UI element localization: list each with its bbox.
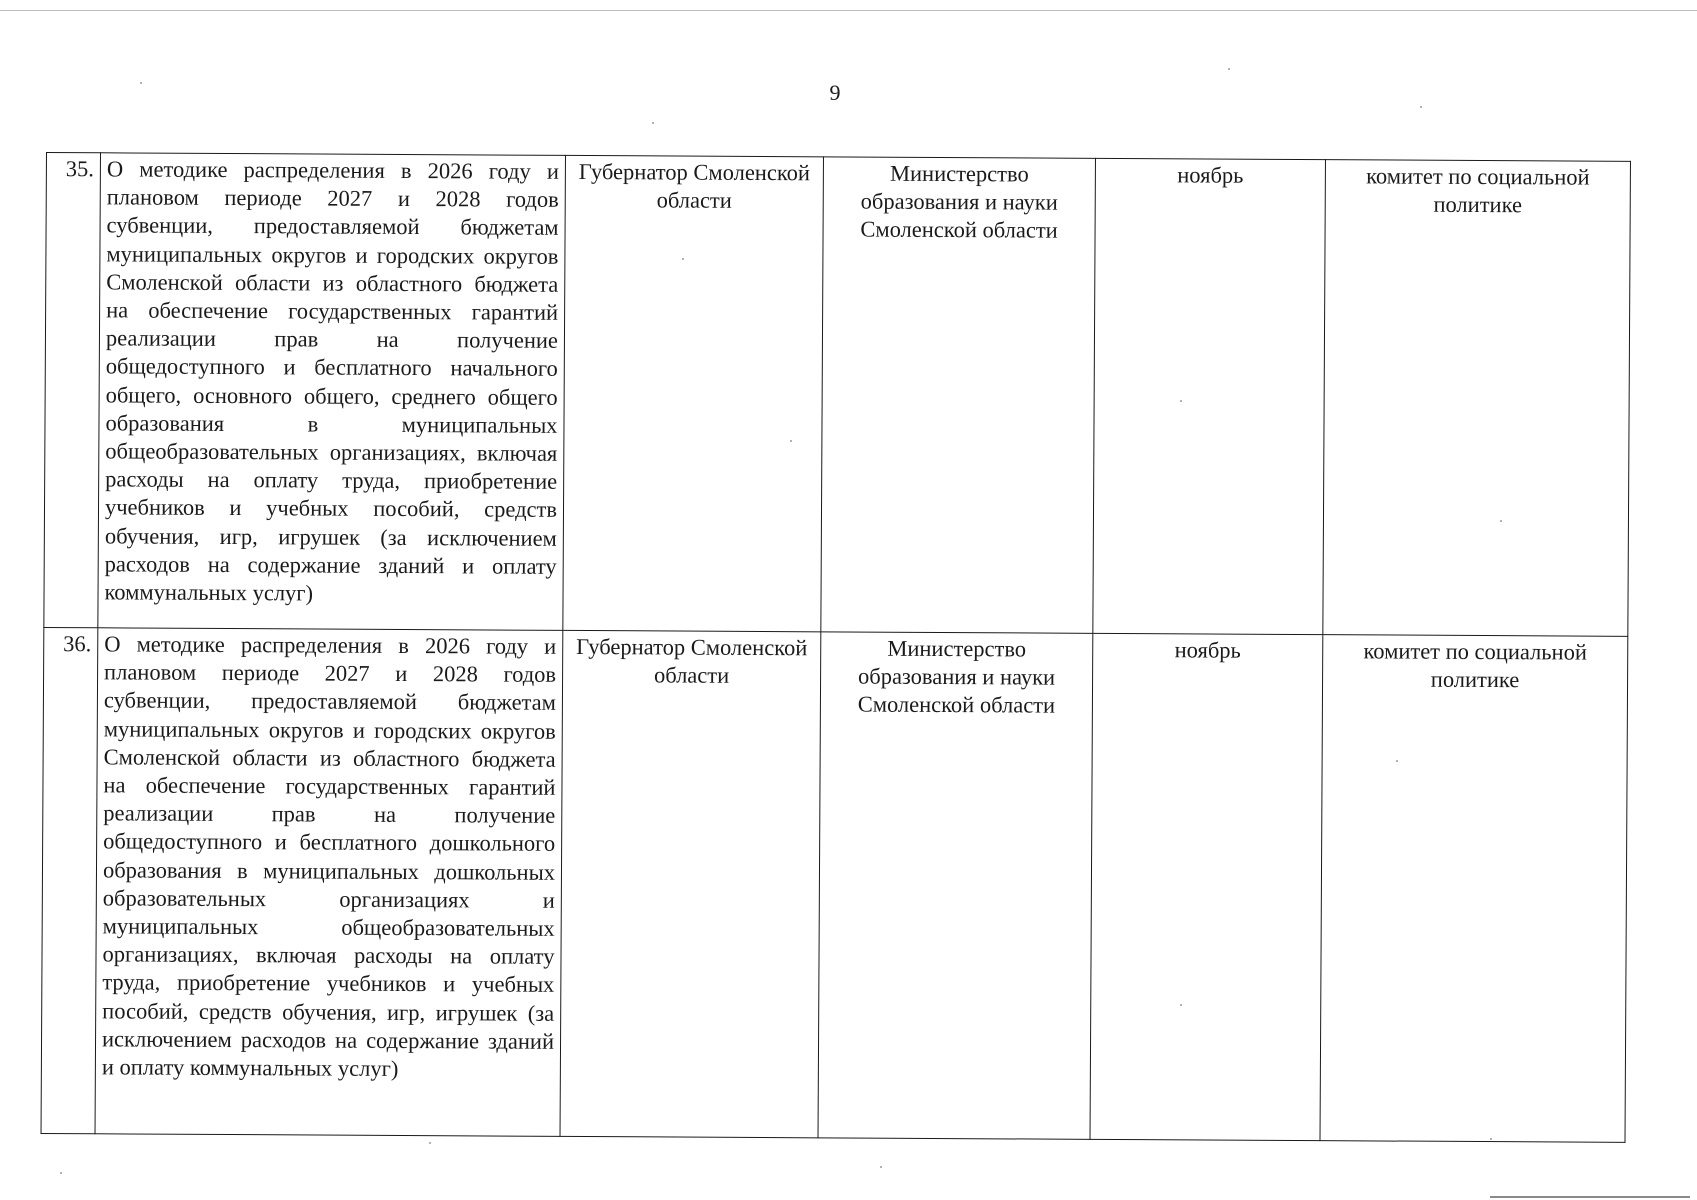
table-row (44, 153, 1631, 637)
row-submitter: Губернатор Смоленской области (563, 155, 824, 631)
row-responsible: комитет по социальной политике (1323, 160, 1631, 637)
scan-speck (60, 1172, 62, 1174)
row-responsible: комитет по социальной политике (1320, 635, 1628, 1143)
scan-edge-bottom (1490, 1196, 1690, 1198)
plan-table (41, 152, 1631, 1143)
scan-speck (1228, 68, 1230, 70)
row-title: О методике распределения в 2026 году и плановом периоде 2027 и 2028 годов субвенции, предоставляемой бюджетам муниципальных округов и городских округов Смоленской области из областного бюджета на обеспечение государственных гарантий реализации прав на получение общедоступного и бесплатного дошкольного образования в муниципальных дошкольных образовательных организациях и муниципальных общеобразовательных организациях, включая расходы на оплату труда, приобретение учебников и учебных пособий, средств обучения, игр, игрушек (за исключением расходов на содержание зданий и оплату коммунальных услуг) (95, 628, 563, 1137)
row-title: О методике распределения в 2026 году и плановом периоде 2027 и 2028 годов субвенции, предоставляемой бюджетам муниципальных округов и городских округов Смоленской области из областного бюджета на обеспечение государственных гарантий реализации прав на получение общедоступного и бесплатного начального общего, основного общего, среднего общего образования в муниципальных общеобразовательных организациях, включая расходы на оплату труда, приобретение учебников и учебных пособий, средств обучения, игр, игрушек (за исключением расходов на содержание зданий и оплату коммунальных услуг) (98, 153, 566, 631)
row-preparer: Министерство образования и науки Смоленской области (821, 157, 1096, 634)
scan-speck (429, 1142, 431, 1144)
scan-speck (652, 122, 654, 124)
scan-speck (880, 1166, 882, 1168)
row-number: 36. (41, 627, 98, 1133)
row-number: 35. (44, 153, 101, 628)
page-number: 9 (829, 80, 841, 105)
row-preparer: Министерство образования и науки Смоленской области (818, 632, 1093, 1140)
row-term: ноябрь (1093, 158, 1326, 634)
row-term: ноябрь (1090, 633, 1323, 1140)
row-submitter: Губернатор Смоленской области (560, 630, 821, 1137)
scan-edge-top (0, 10, 1697, 11)
table-row (41, 627, 1628, 1142)
scan-speck (1420, 106, 1422, 108)
